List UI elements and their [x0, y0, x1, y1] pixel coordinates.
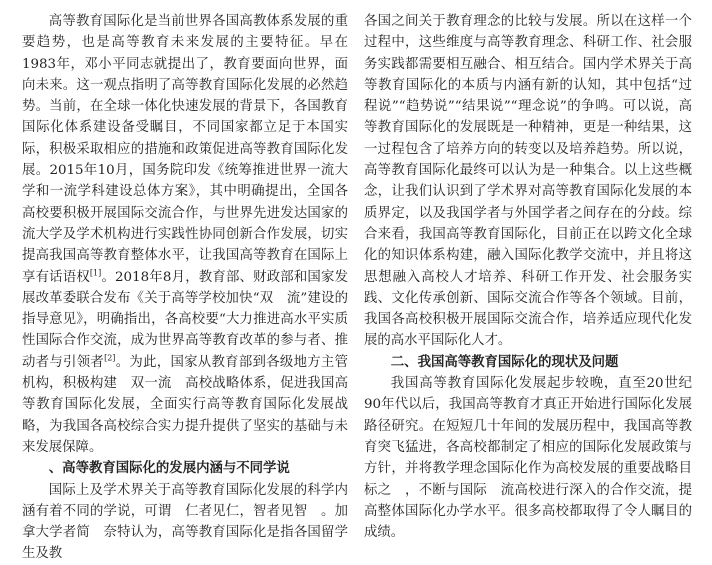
right-column [364, 11, 706, 543]
section1-paragraph-cont: 各国之间关于教育理念的比较与发展。所以在这样一个过程中，这些维度与高等教育理念、科研工作、社会服务实践都需要相互融合、相互结合。国内学术界关于高等教育国际化的本质与内涵有新的认知，其中包括“过程说”“趋势说”“结果说”“理念说”的争鸣。可以说，高等教育国际化的发展既是一种精神，更是一种结果，这一过程包含了培养方向的转变以及培养趋势。所以说，高等教育国际化最终可以认为是一种集合。以上这些概念，让我们认识到了学术界对高等教育国际化发展的本质界定，以及我国学者与外国学者之间存在的分歧。综合来看，我国高等教育国际化，目前正在以跨文化全球化的知识体系构建，融入国际化教学交流中，并且将这 思想融入高校人才培养、科研工作开发、社会服务实践、文化传承创新、国际交流合作等各个领域。目前，我国各高校积极开展国际交流合作，培养适应现代化发展的高水平国际化人才。 [364, 14, 706, 349]
intro-text: 高等教育国际化是当前世界各国高教体系发展的重要趋势，也是高等教育未来发展的主要特征。早在1983年，邓小平同志就提出了，教育要面向世界，面向未来。这一观点指明了高等教育国际化发展的必然趋势。当前，在全球一体化快速发展的背景下，各国教育国际化体系建设备受瞩目，不同国家都立足于本国实际，积极采取相应的措施和政策促进高等教育国际化发展。2015年10月，国务院印发《统筹推进世界一流大学和一流学科建设总体方案》，其中明确提出，全国各高校要积极开展国际交流合作，与世界先进发达国家的 流大学及学术机构进行实践性协同创新合作发展，切实提高我国高等教育整体水平，让我国高等教育在国际上享有话语权 [22, 14, 362, 285]
section-heading-1: 、高等教育国际化的发展内涵与不同学说 [48, 461, 290, 477]
section2-paragraph: 我国高等教育国际化发展起步较晚，直至20世纪90年代以后，我国高等教育才真正开始进行国际化发展路径研究。在短短几十年间的发展历程中，我国高等教育突飞猛进，各高校都制定了相应的国际化发展政策与方针，并将教学理念国际化作为高校发展的重要战略目标之 ，不断与国际 流高校进行深入的合作交流，提高整体国际化办学水平。很多高校都取得了令人瞩目的成绩。 [364, 376, 692, 541]
intro-text-end: 。为此，国家从教育部到各级地方主管机构，积极构建 双一流 高校战略体系，促进我国高等教育国际化发展，全面实行高等教育国际化发展战略，为我国各高校综合实力提升提供了坚实的基础与未来发展保障。 [22, 354, 349, 455]
intro-paragraph [22, 11, 362, 458]
citation-ref-1: [1] [89, 268, 102, 278]
left-column [22, 11, 362, 565]
citation-ref-2: [2] [104, 353, 116, 363]
intro-text-cont: 。2018年8月，教育部、财政部和国家发展改革委联合发布《关于高等学校加快“双 流”建设的指导意见》，明确指出，各高校要“大力推进高水平实质性国际合作交流，成为世界高等教育改革的参与者、推动者与引领者 [22, 269, 348, 370]
section-heading-2: 二、我国高等教育国际化的现状及问题 [390, 354, 619, 370]
section1-paragraph: 国际上及学术界关于高等教育国际化发展的科学内涵有着不同的学说，可谓 仁者见仁，智者见智 。加拿大学者简 奈特认为，高等教育国际化是指各国留学生及教 [22, 482, 348, 562]
